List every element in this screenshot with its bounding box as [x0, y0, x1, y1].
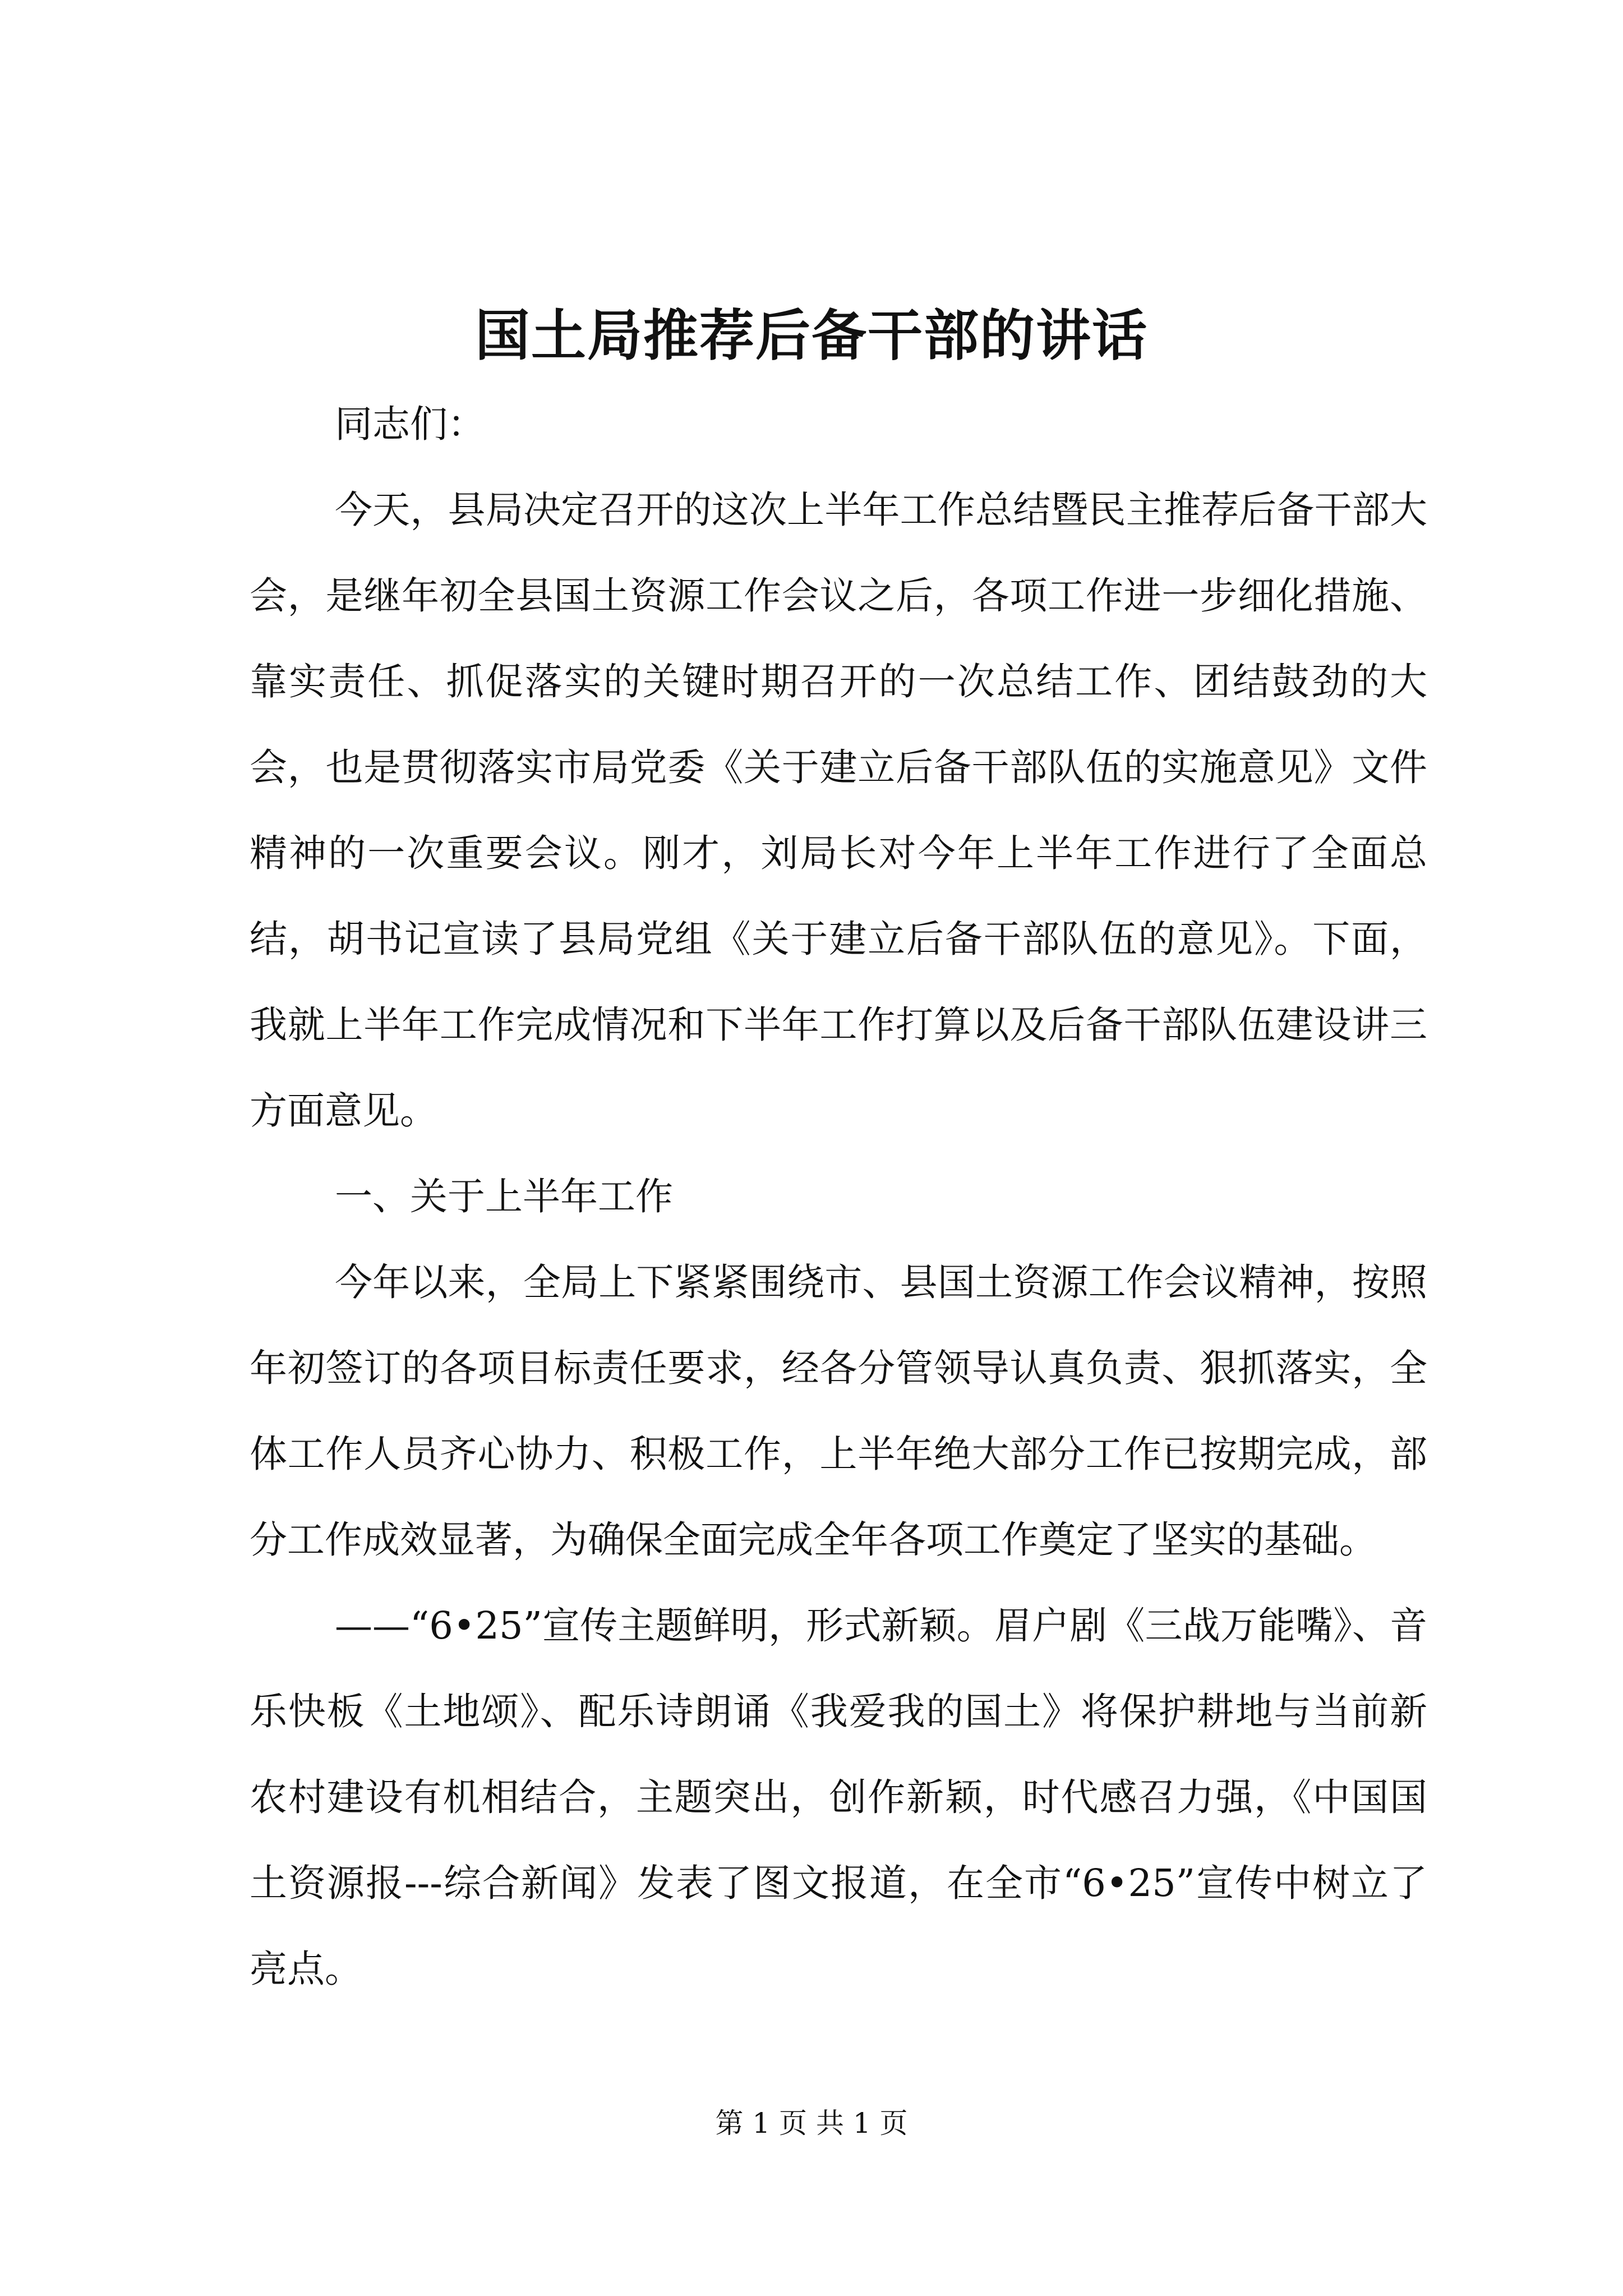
document-title: 国土局推荐后备干部的讲话	[474, 303, 1148, 368]
page-footer: 第 1 页 共 1 页	[715, 2107, 908, 2139]
salutation-paragraph: 同志们：	[335, 402, 485, 446]
section-heading: 一、关于上半年工作	[335, 1175, 673, 1218]
document-body	[250, 381, 1427, 2012]
intro-paragraph: 今天，县局决定召开的这次上半年工作总结暨民主推荐后备干部大会，是继年初全县国土资源工作会议之后，各项工作进一步细化措施、靠实责任、抓促落实的关键时期召开的一次总结工作、团结鼓劲的大会，也是贯彻落实市局党委《关于建立后备干部队伍的实施意见》文件精神的一次重要会议。刚才，刘局长对今年上半年工作进行了全面总结，胡书记宣读了县局党组《关于建立后备干部队伍的意见》。下面，我就上半年工作完成情况和下半年工作打算以及后备干部队伍建设讲三方面意见。	[250, 488, 1427, 1133]
publicity-paragraph: ——“6•25”宣传主题鲜明，形式新颖。眉户剧《三战万能嘴》、音乐快板《土地颂》、配乐诗朗诵《我爱我的国土》将保护耕地与当前新农村建设有机相结合，主题突出，创作新颖，时代感召力强，《中国国土资源报---综合新闻》发表了图文报道，在全市“6•25”宣传中树立了亮点。	[250, 1604, 1427, 1991]
summary-paragraph: 今年以来，全局上下紧紧围绕市、县国土资源工作会议精神，按照年初签订的各项目标责任要求，经各分管领导认真负责、狠抓落实，全体工作人员齐心协力、积极工作，上半年绝大部分工作已按期完成，部分工作成效显著，为确保全面完成全年各项工作奠定了坚实的基础。	[250, 1260, 1427, 1562]
